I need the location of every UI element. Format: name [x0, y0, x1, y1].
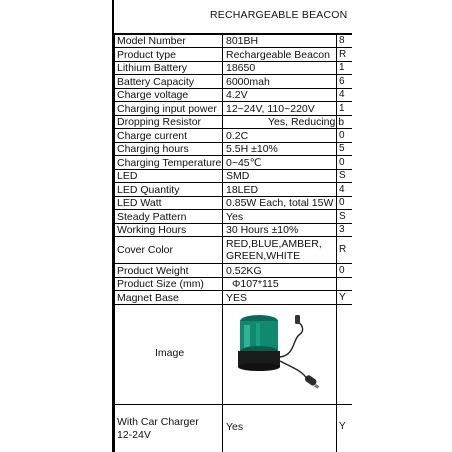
edge-glyph: 0	[339, 157, 345, 168]
edge-glyph: S	[339, 170, 346, 181]
row-line	[114, 47, 352, 48]
label-battery-capacity: Battery Capacity	[117, 76, 195, 88]
value-charging-temperature: 0~45℃	[226, 157, 262, 169]
label-charging-input-power: Charging input power	[117, 103, 217, 115]
edge-glyph: 8	[339, 35, 345, 46]
edge-glyph: Y	[339, 292, 346, 303]
value-led-quantity: 18LED	[226, 184, 259, 196]
row-line	[114, 404, 352, 405]
value-charging-input-power: 12~24V, 110~220V	[226, 103, 315, 115]
row-line	[114, 101, 352, 102]
row-line	[114, 263, 352, 264]
value-steady-pattern: Yes	[226, 211, 244, 223]
value-cover-color-line1: RED,BLUE,AMBER,	[226, 238, 322, 250]
label-led-watt: LED Watt	[117, 197, 162, 209]
label-product-weight: Product Weight	[117, 265, 189, 277]
value-column-border	[222, 33, 223, 452]
value-dropping-resistor: Yes, Reducing b	[268, 116, 345, 128]
label-charging-hours: Charging hours	[117, 143, 189, 155]
row-line	[114, 304, 352, 305]
row-line	[114, 74, 352, 75]
label-cover-color: Cover Color	[117, 244, 174, 256]
row-line	[114, 128, 352, 129]
label-with-car-charger-line2: 12-24V	[117, 429, 151, 441]
edge-glyph: 0	[339, 265, 345, 276]
label-steady-pattern: Steady Pattern	[117, 211, 187, 223]
edge-glyph: R	[339, 244, 347, 255]
edge-glyph: 4	[339, 184, 345, 195]
edge-glyph: S	[339, 211, 346, 222]
label-product-type: Product type	[117, 49, 176, 61]
product-photo	[225, 307, 330, 401]
label-led-quantity: LED Quantity	[117, 184, 180, 196]
row-line	[114, 290, 352, 291]
value-cover-color-line2: GREEN,WHITE	[226, 250, 301, 262]
edge-glyph: Y	[339, 421, 346, 432]
sheet-title: RECHARGEABLE BEACON	[210, 9, 348, 21]
row-line	[114, 155, 352, 156]
value-product-weight: 0.52KG	[226, 265, 262, 277]
label-charge-current: Charge current	[117, 130, 188, 142]
label-magnet-base: Magnet Base	[117, 292, 179, 304]
label-image: Image	[155, 347, 185, 359]
value-charging-hours: 5.5H ±10%	[226, 143, 278, 155]
edge-glyph: 1	[339, 62, 345, 73]
value-working-hours: 30 Hours ±10%	[226, 224, 299, 236]
edge-glyph: 5	[339, 143, 345, 154]
value-led-watt: 0.85W Each, total 15W	[226, 197, 334, 209]
edge-glyph: 6	[339, 76, 345, 87]
value-battery-capacity: 6000mah	[226, 76, 270, 88]
value-model-number: 801BH	[226, 35, 259, 47]
value-product-type: Rechargeable Beacon	[226, 49, 330, 61]
edge-glyph: R	[339, 49, 347, 60]
label-lithium-battery: Lithium Battery	[117, 62, 188, 74]
edge-glyph: 3	[339, 224, 345, 235]
label-with-car-charger-line1: With Car Charger	[117, 416, 199, 428]
label-model-number: Model Number	[117, 35, 186, 47]
row-line	[114, 209, 352, 210]
value-magnet-base: YES	[226, 292, 248, 304]
value-led: SMD	[226, 170, 250, 182]
value-charge-current: 0.2C	[226, 130, 249, 142]
label-working-hours: Working Hours	[117, 224, 187, 236]
label-dropping-resistor: Dropping Resistor	[117, 116, 202, 128]
label-column-border	[114, 33, 115, 452]
edge-glyph: 0	[339, 197, 345, 208]
row-line	[114, 182, 352, 183]
green-beacon-icon	[225, 307, 330, 401]
value-product-size: Φ107*115	[232, 278, 279, 290]
label-charging-temperature: Charging Temperature	[117, 157, 222, 169]
label-led: LED	[117, 170, 138, 182]
row-line	[114, 236, 352, 237]
edge-glyph: 4	[339, 89, 345, 100]
value-with-car-charger: Yes	[226, 421, 244, 433]
label-product-size: Product Size (mm)	[117, 278, 204, 290]
edge-glyph: 1	[339, 103, 345, 114]
value-lithium-battery: 18650	[226, 62, 256, 74]
value-charge-voltage: 4.2V	[226, 89, 248, 101]
edge-glyph: 0	[339, 130, 345, 141]
label-charge-voltage: Charge voltage	[117, 89, 189, 101]
